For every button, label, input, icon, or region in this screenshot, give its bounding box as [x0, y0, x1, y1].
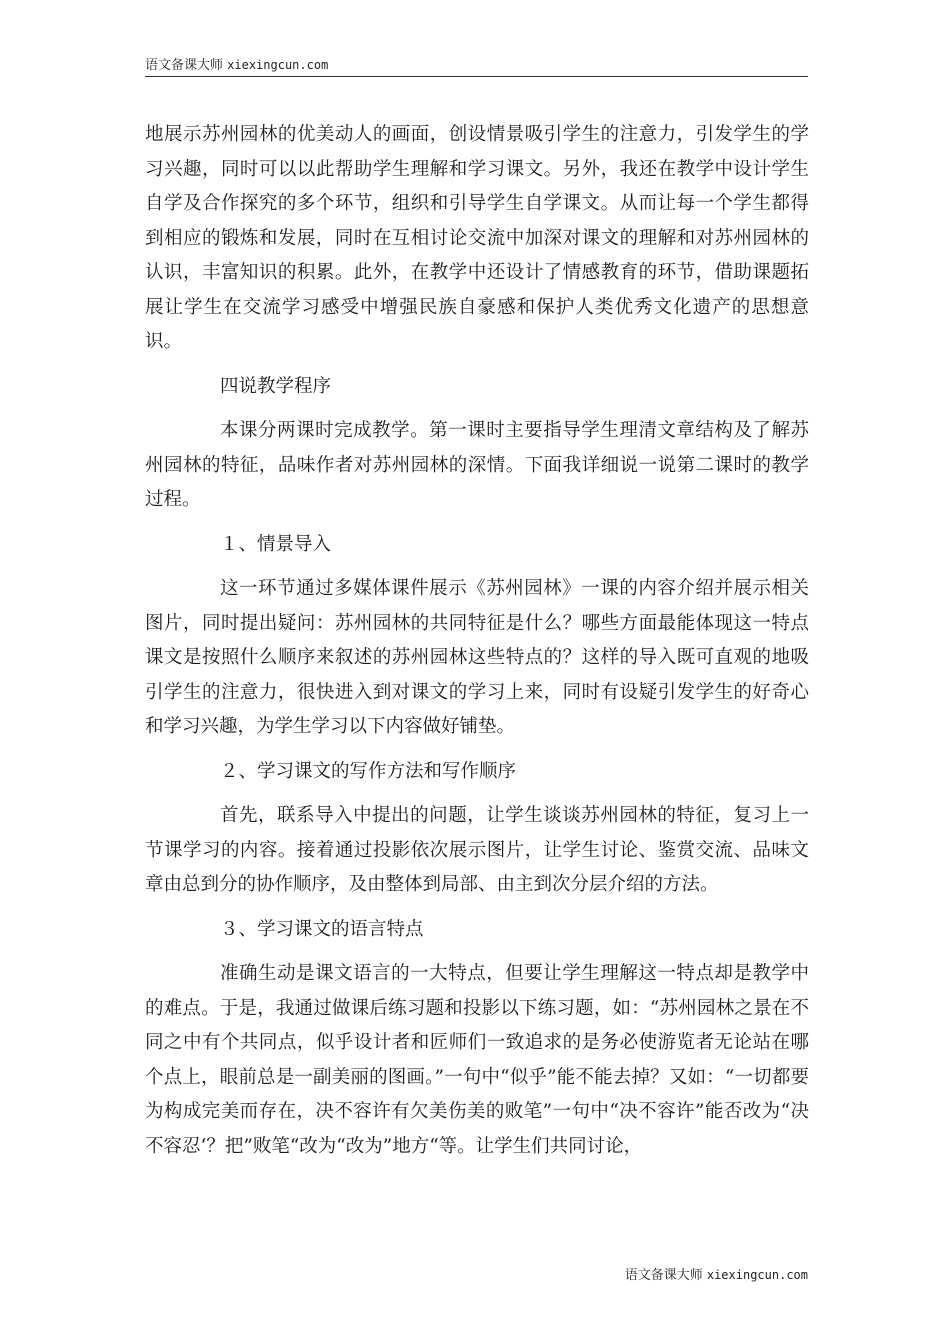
- paragraph-writing-method: 首先，联系导入中提出的问题，让学生谈谈苏州园林的特征，复习上一节课学习的内容。接着通过投影依次展示图片，让学生讨论、鉴赏交流、品味文章由总到分的协作顺序，及由整体到局部、由主到次分层介绍的方法。: [145, 805, 809, 895]
- paragraph-continued: 地展示苏州园林的优美动人的画面，创设情景吸引学生的注意力，引发学生的学习兴趣，同时可以以此帮助学生理解和学习课文。另外，我还在教学中设计学生自学及合作探究的多个环节，组织和引导学生自学课文。从而让每一个学生都得到相应的锻炼和发展，同时在互相讨论交流中加深对课文的理解和对苏州园林的认识，丰富知识的积累。此外，在教学中还设计了情感教育的环节，借助课题拓展让学生在交流学习感受中增强民族自豪感和保护人类优秀文化遗产的思想意识。: [145, 124, 809, 352]
- page-header: [145, 56, 808, 77]
- page-footer: [625, 1268, 808, 1283]
- paragraph-language-features: 准确生动是课文语言的一大特点，但要让学生理解这一特点却是教学中的难点。于是，我通过做课后练习题和投影以下练习题，如：“苏州园林之景在不同之中有个共同点，似乎设计者和匠师们一致追求的是务必使游览者无论站在哪个点上，眼前总是一副美丽的图画。”一句中“似乎”能不能去掉？又如：“一切都要为构成完美而存在，决不容许有欠美伤美的败笔”一句中“决不容许”能否改为“决不容忍‘？把”败笔“改为“改为”地方“等。让学生们共同讨论，: [145, 963, 809, 1157]
- subheading-scene-intro: １、情景导入: [220, 533, 332, 555]
- document-body: [145, 118, 809, 1164]
- footer-brand: 语文备课大师: [624, 1268, 703, 1283]
- footer-site: xiexingcun.com: [706, 1268, 808, 1282]
- subheading-writing-method: ２、学习课文的写作方法和写作顺序: [220, 760, 517, 782]
- paragraph-lesson-overview: 本课分两课时完成教学。第一课时主要指导学生理清文章结构及了解苏州园林的特征，品味作者对苏州园林的深情。下面我详细说一说第二课时的教学过程。: [145, 420, 809, 510]
- section-heading-teaching-procedure: 四说教学程序: [220, 375, 332, 397]
- header-watermark: [145, 58, 328, 73]
- header-brand: 语文备课大师: [145, 58, 224, 73]
- header-site: xiexingcun.com: [227, 58, 329, 72]
- subheading-language-features: ３、学习课文的语言特点: [220, 918, 424, 940]
- paragraph-scene-intro: 这一环节通过多媒体课件展示《苏州园林》一课的内容介绍并展示相关图片，同时提出疑问：苏州园林的共同特征是什么？哪些方面最能体现这一特点课文是按照什么顺序来叙述的苏州园林这些特点的？这样的导入既可直观的地吸引学生的注意力，很快进入到对课文的学习上来，同时有设疑引发学生的好奇心和学习兴趣，为学生学习以下内容做好铺垫。: [145, 578, 809, 737]
